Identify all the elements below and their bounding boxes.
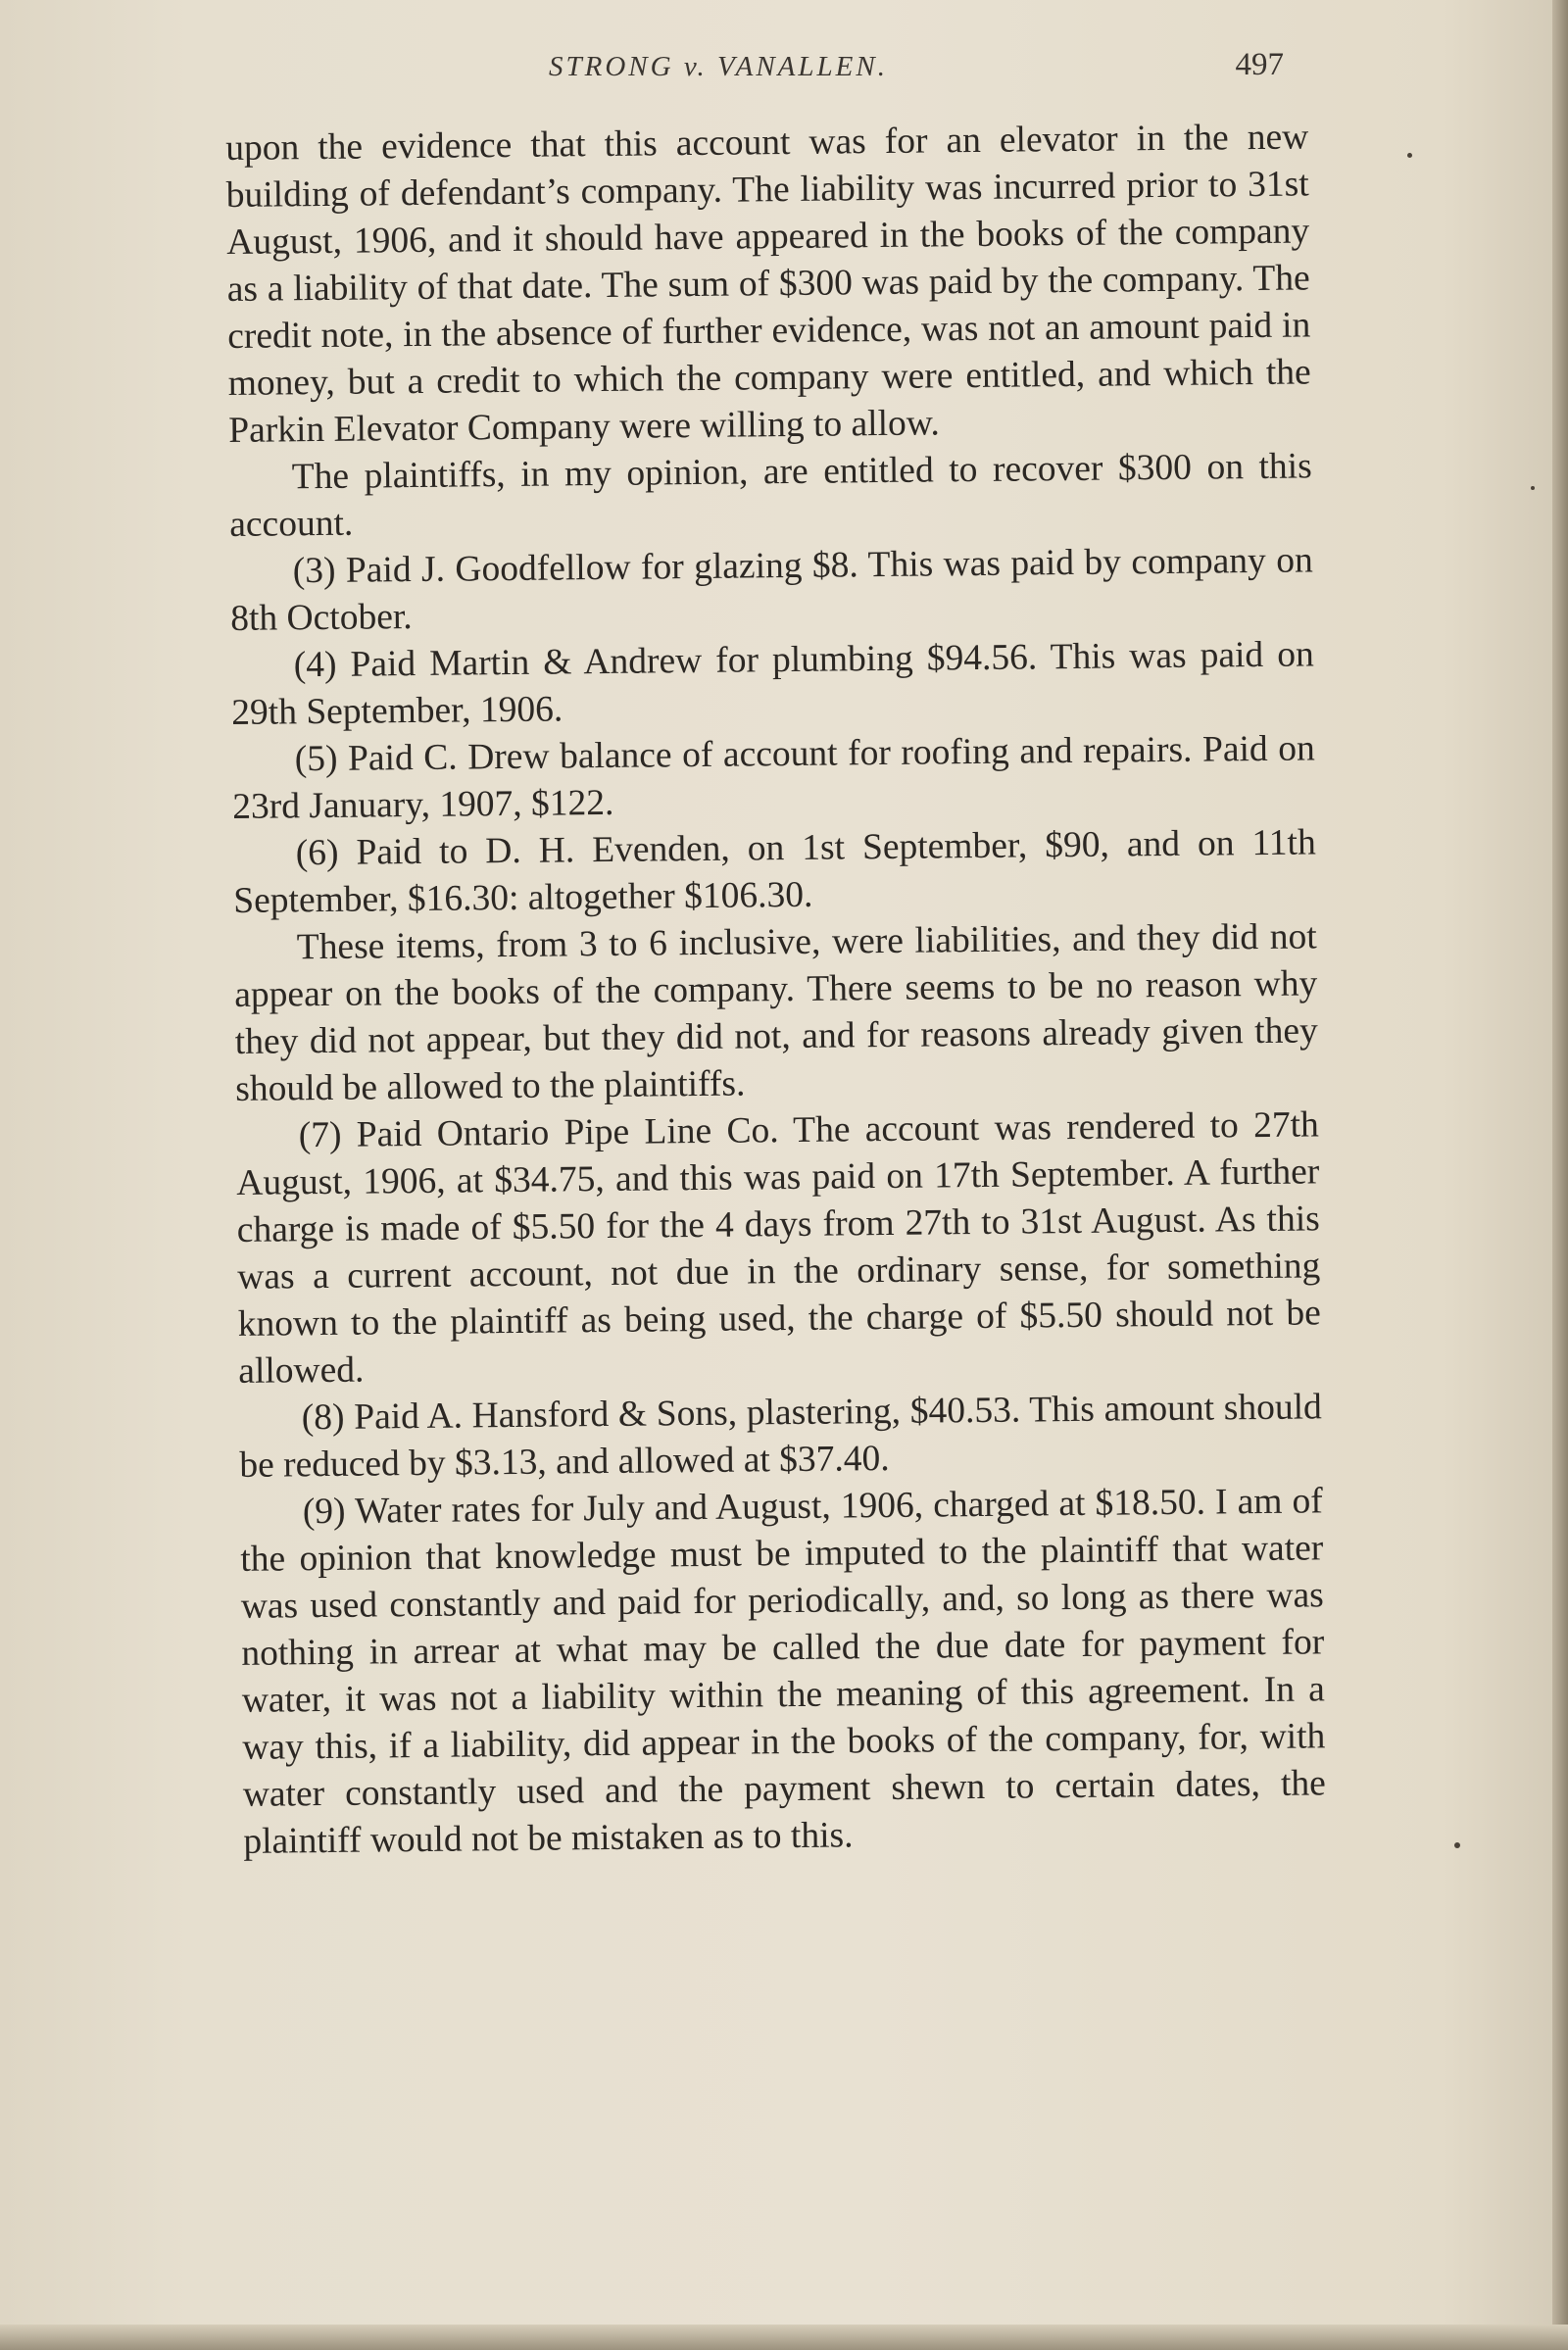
page-header [225, 47, 1284, 96]
paragraph: (6) Paid to D. H. Evenden, on 1st September, $90, and on 11th September, $16.30: altogether $106.30. [233, 822, 1316, 921]
paragraph: upon the evidence that this account was for an elevator in the new building of defendant’s company. The liability was incurred prior to 31st August, 1906, and it should have appeared in the books of the company as a liability of that date. The sum of $300 was paid by the company. The credit note, in the absence of further evidence, was not an amount paid in money, but a credit to which the company were entitled, and which the Parkin Elevator Company were willing to allow. [225, 117, 1311, 451]
page-number: 497 [1235, 47, 1284, 82]
paragraph: (7) Paid Ontario Pipe Line Co. The account was rendered to 27th August, 1906, at $34.75, and this was paid on 17th September. A further charge is made of $5.50 for the 4 days from 27th to 31st August. As this was a current account, not due in the ordinary sense, for something known to the plaintiff as being used, the charge of $5.50 should not be allowed. [236, 1104, 1321, 1392]
paper-speck [1531, 486, 1535, 490]
paper-speck [1407, 153, 1412, 158]
paragraph: (8) Paid A. Hansford & Sons, plastering, $40.53. This amount should be reduced by $3.13, and allowed at $37.40. [239, 1387, 1322, 1486]
running-title: STRONG v. VANALLEN. [549, 51, 888, 82]
paragraph: (9) Water rates for July and August, 1906, charged at $18.50. I am of the opinion that knowledge must be imputed to the plaintiff that water was used constantly and paid for periodically, and, so long as there was nothing in arrear at what may be called the due date for payment for water, it was not a liability within the meaning of this agreement. In a way this, if a liability, did appear in the books of the company, for, with water constantly used and the payment shewn to certain dates, the plaintiff would not be mistaken as to this. [240, 1481, 1326, 1862]
paper-speck [1454, 1842, 1460, 1848]
paragraph: (5) Paid C. Drew balance of account for roofing and repairs. Paid on 23rd January, 1907, $122. [232, 728, 1315, 827]
paragraph: (3) Paid J. Goodfellow for glazing $8. This was paid by company on 8th October. [230, 540, 1313, 639]
paragraph: The plaintiffs, in my opinion, are entitled to recover $300 on this account. [229, 446, 1312, 545]
paragraph: (4) Paid Martin & Andrew for plumbing $94.56. This was paid on 29th September, 1906. [231, 634, 1314, 733]
page-edge-bottom [0, 2325, 1568, 2350]
body-text [225, 114, 1327, 1865]
page-edge-right [1552, 0, 1568, 2350]
paragraph: These items, from 3 to 6 inclusive, were liabilities, and they did not appear on the books of the company. There seems to be no reason why they did not appear, but they did not, and for reasons already given they should be allowed to the plaintiffs. [234, 916, 1318, 1109]
